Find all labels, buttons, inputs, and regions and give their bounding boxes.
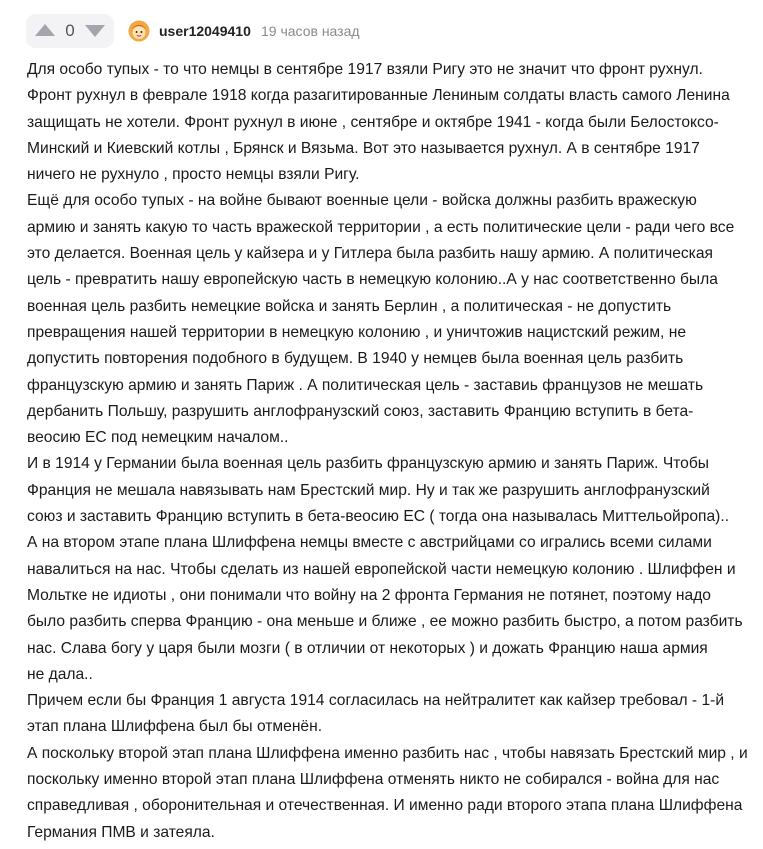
- comment-text-line: А на втором этапе плана Шлиффена немцы вместе с австрийцами со игрались всеми силами: [27, 534, 712, 552]
- comment-text-line: Германия ПМВ и затеяла.: [27, 823, 215, 841]
- comment-text-line: не дала..: [27, 665, 93, 683]
- comment-text-line: Франция не мешала навязывать нам Брестский мир. Ну и так же разрушить англофранузский: [27, 481, 710, 499]
- comment-text-line: ничего не рухнуло , просто немцы взяли Ригу.: [27, 166, 360, 184]
- comment-text-line: этап плана Шлиффена был бы отменён.: [27, 718, 323, 736]
- downvote-arrow-icon[interactable]: [85, 25, 105, 37]
- comment-text-line: веосию ЕС под немецким началом..: [27, 429, 289, 447]
- comment-text-line: допустить повторения подобного в будущем. В 1940 у немцев была военная цель разбить: [27, 350, 684, 368]
- comment-text-line: это делается. Военная цель у кайзера и у Гитлера была разбить нашу армию. А политическая: [27, 245, 713, 263]
- vote-widget: [26, 14, 114, 48]
- comment-timestamp: 19 часов назад: [261, 23, 360, 39]
- comment-text-line: Минский и Киевский котлы , Брянск и Вязьма. Вот это называется рухнул. А в сентябре 1917: [27, 139, 700, 157]
- comment-text-line: А поскольку второй этап плана Шлиффена именно разбить нас , чтобы навязать Брестский мир , и: [27, 744, 748, 762]
- comment-text-line: защищать не хотели. Фронт рухнул в июне , сентябре и октябре 1941 - когда были Белостоксо-: [27, 113, 719, 131]
- comment-text-line: Причем если бы Франция 1 августа 1914 согласилась на нейтралитет как кайзер требовал - 1-й: [27, 692, 725, 710]
- comment-text-line: дербанить Польшу, разрушить англофранузский союз, заставить Францию вступить в бета-: [27, 402, 694, 420]
- username[interactable]: user12049410: [159, 23, 251, 39]
- comment-text-line: Фронт рухнул в феврале 1918 когда разагитированные Лениным солдаты власть самого Ленина: [27, 87, 730, 105]
- comment-text-line: навалиться на нас. Чтобы сделать из нашей европейской части немецкую колонию . Шлиффен и: [27, 560, 736, 578]
- comment-text-line: было разбить сперва Францию - она меньше и ближе , ее можно разбить быстро, а потом разбить: [27, 613, 743, 631]
- comment-text-line: поскольку именно второй этап плана Шлиффена отменять никто не собирался - война для нас: [27, 771, 720, 789]
- comment-text-line: Для особо тупых - то что немцы в сентябре 1917 взяли Ригу это не значит что фронт рухнул.: [27, 61, 703, 78]
- comment-text-line: армию и занять какую то часть вражеской территории , а есть политические цели - ради чего все: [27, 218, 735, 236]
- comment-text-line: цель - превратить нашу европейскую часть в немецкую колонию..А у нас соответственно была: [27, 271, 718, 289]
- comment-text-line: Ещё для особо тупых - на войне бывают военные цели - войска должны разбить вражескую: [27, 192, 697, 210]
- comment-text-line: нас. Слава богу у царя были мозги ( в отличии от некоторых ) и дожать Францию наша армия: [27, 639, 708, 657]
- comment-text-line: Мольтке не идиоты , они понимали что войну на 2 фронта Германия не потянет, поэтому надо: [27, 586, 711, 604]
- comment-text-line: французскую армию и занять Париж . А политическая цель - заставиь французов не мешать: [27, 376, 704, 394]
- comment-text-line: военная цель разбить немецкие войска и занять Берлин , а политическая - не допустить: [27, 297, 672, 315]
- upvote-arrow-icon[interactable]: [35, 24, 55, 36]
- comment-header: [0, 0, 763, 62]
- rating-count: 0: [65, 21, 75, 40]
- comment-text-line: союз и заставить Францию вступить в бета-веосию ЕС ( тогда она называлась Миттельойропа)..: [27, 508, 730, 526]
- comment-body: [27, 57, 753, 846]
- comment-text-line: И в 1914 у Германии была военная цель разбить французскую армию и занять Париж. Чтобы: [27, 455, 709, 473]
- user-avatar-icon[interactable]: [128, 20, 150, 42]
- comment-text-line: превращения нашей территории в немецкую колонию , и уничтожив нацистский режим, не: [27, 323, 687, 341]
- comment-text-line: справедливая , оборонительная и отечественная. И именно ради второго этапа плана Шлиффена: [27, 797, 743, 815]
